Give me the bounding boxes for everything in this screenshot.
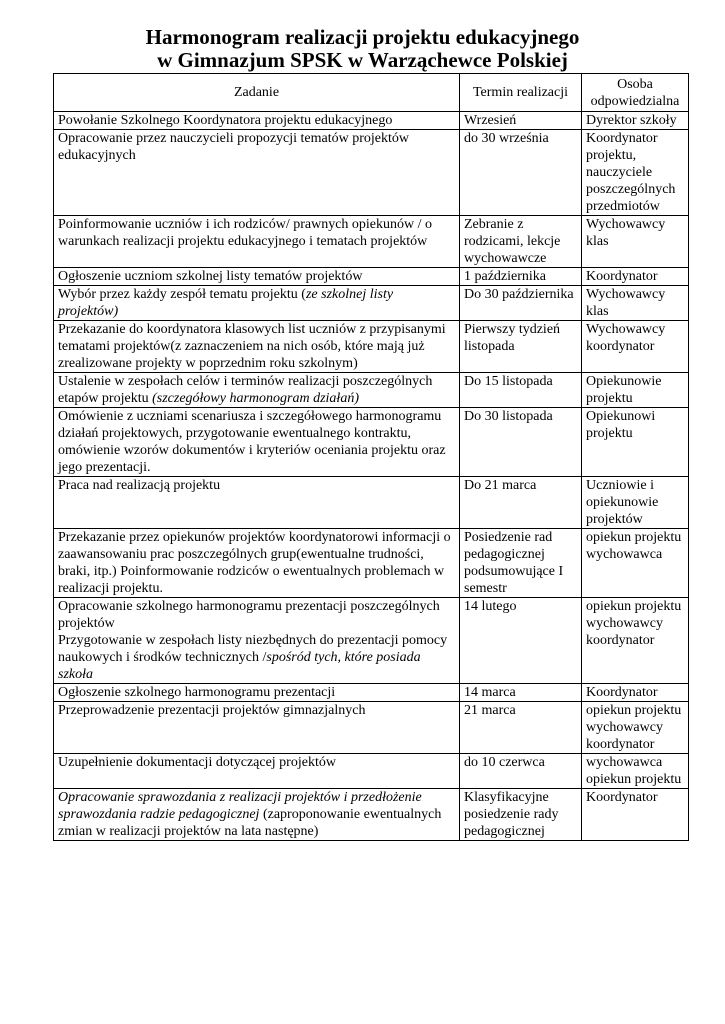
header-row — [54, 74, 689, 112]
deadline-cell: Zebranie z rodzicami, lekcje wychowawcze — [460, 216, 582, 268]
deadline-cell: do 10 czerwca — [460, 754, 582, 789]
deadline-cell: Do 30 listopada — [460, 408, 582, 477]
task-text: Opracowanie szkolnego harmonogramu prezentacji poszczególnych projektów — [58, 599, 440, 631]
header-responsible: Osoba odpowiedzialna — [582, 74, 689, 112]
table-row — [54, 702, 689, 754]
task-text: Przygotowanie w zespołach listy niezbędnych do prezentacji pomocy naukowych i środków technicznych / — [58, 633, 448, 665]
table-row — [54, 130, 689, 216]
responsible-cell: Koordynator — [582, 268, 689, 286]
deadline-cell: Wrzesień — [460, 112, 582, 130]
task-cell — [54, 408, 460, 477]
responsible-cell: Opiekunowie projektu — [582, 373, 689, 408]
responsible-cell: Koordynator — [582, 684, 689, 702]
deadline-cell: 21 marca — [460, 702, 582, 754]
table-row — [54, 408, 689, 477]
responsible-cell: Wychowawcy klas — [582, 216, 689, 268]
task-cell — [54, 268, 460, 286]
task-text: Poinformowanie uczniów i ich rodziców/ prawnych opiekunów / o warunkach realizacji projektu edukacyjnego i tematach projektów — [58, 217, 433, 249]
responsible-cell: wychowawca opiekun projektu — [582, 754, 689, 789]
deadline-cell: 14 lutego — [460, 598, 582, 684]
table-row — [54, 286, 689, 321]
header-deadline: Termin realizacji — [460, 74, 582, 112]
table-row — [54, 321, 689, 373]
task-cell — [54, 684, 460, 702]
task-cell — [54, 754, 460, 789]
task-cell — [54, 321, 460, 373]
task-text: Powołanie Szkolnego Koordynatora projektu edukacyjnego — [58, 113, 393, 128]
table-row — [54, 268, 689, 286]
responsible-cell: Wychowawcy koordynator — [582, 321, 689, 373]
header-task: Zadanie — [54, 74, 460, 112]
responsible-cell: Opiekunowi projektu — [582, 408, 689, 477]
responsible-cell: Uczniowie i opiekunowie projektów — [582, 477, 689, 529]
deadline-cell: 1 października — [460, 268, 582, 286]
responsible-cell: opiekun projektu wychowawca — [582, 529, 689, 598]
task-cell — [54, 373, 460, 408]
task-cell — [54, 286, 460, 321]
task-text: Uzupełnienie dokumentacji dotyczącej projektów — [58, 755, 336, 770]
task-cell — [54, 702, 460, 754]
deadline-cell: Pierwszy tydzień listopada — [460, 321, 582, 373]
schedule-table — [53, 73, 689, 841]
task-text: Opracowanie przez nauczycieli propozycji tematów projektów edukacyjnych — [58, 131, 410, 163]
document-title — [0, 26, 725, 72]
table-row — [54, 789, 689, 841]
responsible-cell: Koordynator projektu, nauczyciele poszczególnych przedmiotów — [582, 130, 689, 216]
deadline-cell: Do 15 listopada — [460, 373, 582, 408]
task-text: ze szkolnej listy projektów) — [58, 287, 394, 319]
responsible-cell: opiekun projektu wychowawcy koordynator — [582, 702, 689, 754]
table-row — [54, 754, 689, 789]
deadline-cell: Posiedzenie rad pedagogicznej podsumowujące I semestr — [460, 529, 582, 598]
deadline-cell: Do 21 marca — [460, 477, 582, 529]
responsible-cell: Koordynator — [582, 789, 689, 841]
deadline-cell: Do 30 października — [460, 286, 582, 321]
table-row — [54, 112, 689, 130]
title-line-1: Harmonogram realizacji projektu edukacyjnego — [145, 25, 580, 49]
task-text: Przekazanie przez opiekunów projektów koordynatorowi informacji o zaawansowaniu prac poszczególnych grup(ewentualne trudności, braki, itp.) Poinformowanie rodziców o ewentualnych problemach w realizacji projektu. — [58, 530, 451, 596]
task-text: Przeprowadzenie prezentacji projektów gimnazjalnych — [58, 703, 366, 718]
task-text: Praca nad realizacją projektu — [58, 478, 221, 493]
title-line-2: w Gimnazjum SPSK w Warząchewce Polskiej — [157, 48, 568, 72]
deadline-cell: Klasyfikacyjne posiedzenie rady pedagogicznej — [460, 789, 582, 841]
task-text: Przekazanie do koordynatora klasowych list uczniów z przypisanymi tematami projektów(z zaznaczeniem na nich osób, które mają już zrealizowane projekty w poprzednim roku szkolnym) — [58, 322, 446, 371]
task-text: Ogłoszenie szkolnego harmonogramu prezentacji — [58, 685, 336, 700]
task-text: (szczegółowy harmonogram działań) — [152, 391, 359, 406]
task-text: (zaproponowanie ewentualnych zmian w realizacji projektów na lata następne) — [58, 807, 442, 839]
task-cell — [54, 130, 460, 216]
table-row — [54, 477, 689, 529]
deadline-cell: 14 marca — [460, 684, 582, 702]
task-text: spośród tych, które posiada szkoła — [58, 650, 421, 682]
schedule-body — [54, 112, 689, 841]
table-row — [54, 598, 689, 684]
task-cell — [54, 789, 460, 841]
table-row — [54, 373, 689, 408]
table-row — [54, 216, 689, 268]
task-cell — [54, 216, 460, 268]
table-row — [54, 529, 689, 598]
responsible-cell: Dyrektor szkoły — [582, 112, 689, 130]
task-text: Omówienie z uczniami scenariusza i szczegółowego harmonogramu działań projektowych, przygotowanie ewentualnego kontraktu, omówienie wzorów dokumentów i kryteriów oceniania projektu oraz jego prezentacji. — [58, 409, 446, 475]
task-cell — [54, 598, 460, 684]
task-cell — [54, 477, 460, 529]
task-text: Ogłoszenie uczniom szkolnej listy tematów projektów — [58, 269, 363, 284]
deadline-cell: do 30 września — [460, 130, 582, 216]
responsible-cell: Wychowawcy klas — [582, 286, 689, 321]
responsible-cell: opiekun projektu wychowawcy koordynator — [582, 598, 689, 684]
task-text: Ustalenie w zespołach celów i terminów realizacji poszczególnych etapów projektu — [58, 374, 433, 406]
task-text: Opracowanie sprawozdania z realizacji projektów i przedłożenie sprawozdania radzie pedagogicznej — [58, 790, 422, 822]
task-text: Wybór przez każdy zespół tematu projektu ( — [58, 287, 306, 302]
task-cell — [54, 112, 460, 130]
task-cell — [54, 529, 460, 598]
table-row — [54, 684, 689, 702]
